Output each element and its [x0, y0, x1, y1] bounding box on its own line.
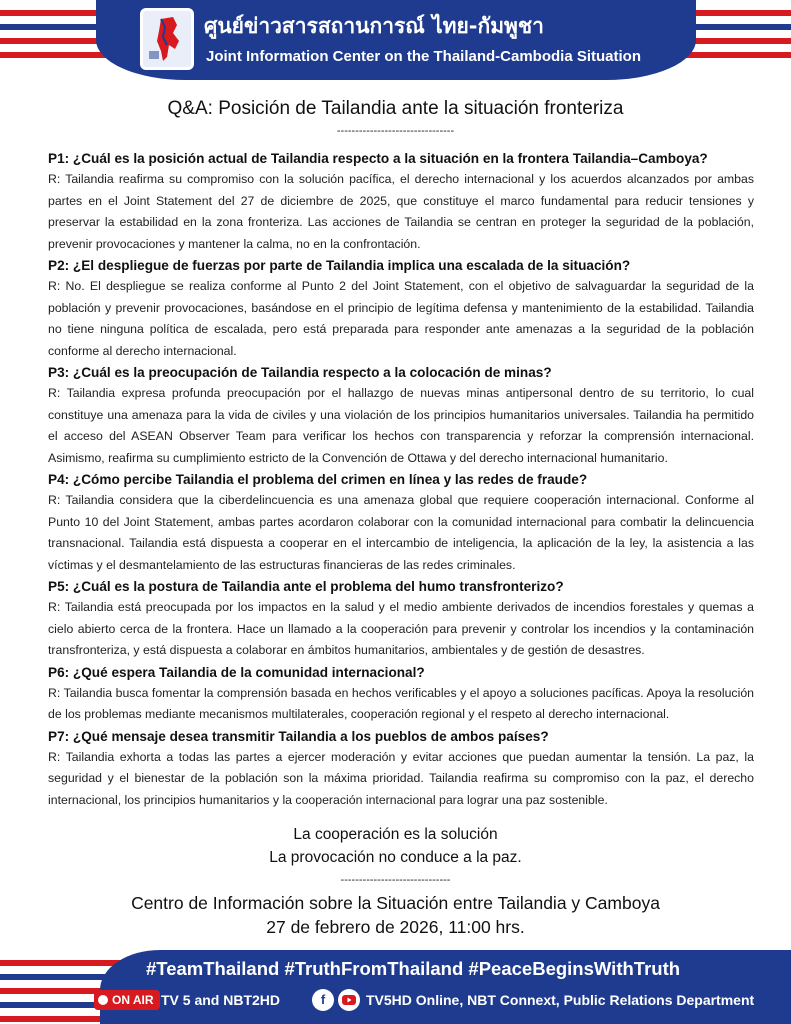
tv-channels: TV 5 and NBT2HD — [161, 992, 281, 1008]
map-of-thailand-logo-icon — [140, 8, 194, 70]
qa-item — [48, 469, 754, 576]
header-banner — [0, 0, 791, 84]
bottom-banner — [0, 940, 791, 1024]
document-title: Q&A: Posición de Tailandia ante la situación fronteriza — [167, 98, 624, 119]
qa-item — [48, 255, 754, 362]
hashtags: #TeamThailand #TruthFromThailand #PeaceBeginsWithTruth — [146, 958, 681, 979]
answer: R: No. El despliegue se realiza conforme al Punto 2 del Joint Statement, con el objetivo de salvaguardar la seguridad de la población y prevenir provocaciones, basándose en el principio de legítima defensa y mantenimiento de la estabilidad. Tailandia no tiene ninguna política de escalada, pero está preparada para responder ante amenazas a la seguridad de la población conforme al derecho internacional. — [48, 279, 754, 358]
question: P4: ¿Cómo percibe Tailandia el problema del crimen en línea y las redes de fraude? — [48, 472, 588, 487]
divider-top: -------------------------------- — [336, 125, 455, 137]
online-channels: TV5HD Online, NBT Connext, Public Relations Department — [366, 992, 755, 1008]
question: P7: ¿Qué mensaje desea transmitir Tailandia a los pueblos de ambos países? — [48, 728, 549, 744]
footer-date: 27 de febrero de 2026, 11:00 hrs. — [266, 917, 525, 937]
qa-item — [48, 726, 754, 812]
question: P6: ¿Qué espera Tailandia de la comunidad internacional? — [48, 664, 425, 680]
slogan-cooperation: La cooperación es la solución — [293, 826, 498, 843]
footer-center-name: Centro de Información sobre la Situación entre Tailandia y Camboya — [131, 893, 660, 913]
on-air-badge — [94, 990, 160, 1010]
question: P2: ¿El despliegue de fuerzas por parte de Tailandia implica una escalada de la situación? — [48, 258, 631, 273]
slogan-provocation: La provocación no conduce a la paz. — [269, 849, 522, 866]
facebook-icon[interactable]: f — [312, 989, 334, 1011]
qa-section — [48, 148, 754, 811]
qa-item — [48, 576, 754, 662]
qa-item — [48, 148, 754, 255]
question: P1: ¿Cuál es la posición actual de Tailandia respecto a la situación en la frontera Tailandia–Camboya? — [48, 151, 708, 166]
header-english-title: Joint Information Center on the Thailand-Cambodia Situation — [206, 48, 641, 65]
answer: R: Tailandia exhorta a todas las partes a ejercer moderación y evitar acciones que puedan aumentar la tensión. La paz, la seguridad y el bienestar de la población son la máxima prioridad. Tailandia reafirma su compromiso con la paz, el derecho internacional, los principios humanitarios y la cooperación internacional para lograr una paz sostenible. — [48, 749, 754, 807]
header-thai-title: ศูนย์ข่าวสารสถานการณ์ ไทย-กัมพูชา — [204, 14, 544, 38]
question: P3: ¿Cuál es la preocupación de Tailandia respecto a la colocación de minas? — [48, 365, 552, 380]
question: P5: ¿Cuál es la postura de Tailandia ante el problema del humo transfronterizo? — [48, 579, 564, 594]
answer: R: Tailandia reafirma su compromiso con la solución pacífica, el derecho internacional y los acuerdos alcanzados por ambas partes en el Joint Statement del 27 de diciembre de 2025, que constituye el marco fundamental para reducir tensiones y preservar la estabilidad en la zona fronteriza. Las acciones de Tailandia se centran en proteger la seguridad de la población, prevenir provocaciones y mantener la calma, no en la confrontación. — [48, 172, 754, 251]
youtube-icon[interactable] — [338, 989, 360, 1011]
answer: R: Tailandia expresa profunda preocupación por el hallazgo de nuevas minas antipersonal dentro de su territorio, lo cual constituye una amenaza para la vida de civiles y una violación de los principios humanitarios universales. Tailandia ha permitido el acceso del ASEAN Observer Team para verificar los hechos con transparencia y reforzar la comprensión internacional. Asimismo, reafirma su cumplimiento estricto de la Convención de Ottawa y del derecho internacional humanitario. — [48, 386, 754, 465]
qa-item — [48, 662, 754, 726]
answer: R: Tailandia considera que la ciberdelincuencia es una amenaza global que requiere cooperación internacional. Conforme al Punto 10 del Joint Statement, ambas partes acordaron colaborar con la comunidad internacional para combatir la delincuencia transnacional. Tailandia está dispuesta a cooperar en el intercambio de inteligencia, la aplicación de la ley, la asistencia a las víctimas y el desmantelamiento de las estructuras financieras de las redes criminales. — [48, 493, 754, 572]
broadcast-dot-icon — [98, 995, 108, 1005]
answer: R: Tailandia está preocupada por los impactos en la salud y el medio ambiente derivados de incendios forestales y quemas a cielo abierto cerca de la frontera. Hace un llamado a la cooperación para prevenir y controlar los incendios y la contaminación transfronteriza, y está dispuesta a colaborar en ámbitos humanitarios, ambientales y de gestión de desastres. — [48, 600, 754, 657]
answer: R: Tailandia busca fomentar la comprensión basada en hechos verificables y el apoyo a soluciones pacíficas. Apoya la resolución de los problemas mediante mecanismos multilaterales, cooperación regional y el respeto al derecho internacional. — [48, 685, 754, 721]
qa-item — [48, 362, 754, 469]
on-air-label: ON AIR — [112, 993, 154, 1007]
divider-bottom: ------------------------------ — [340, 874, 451, 886]
